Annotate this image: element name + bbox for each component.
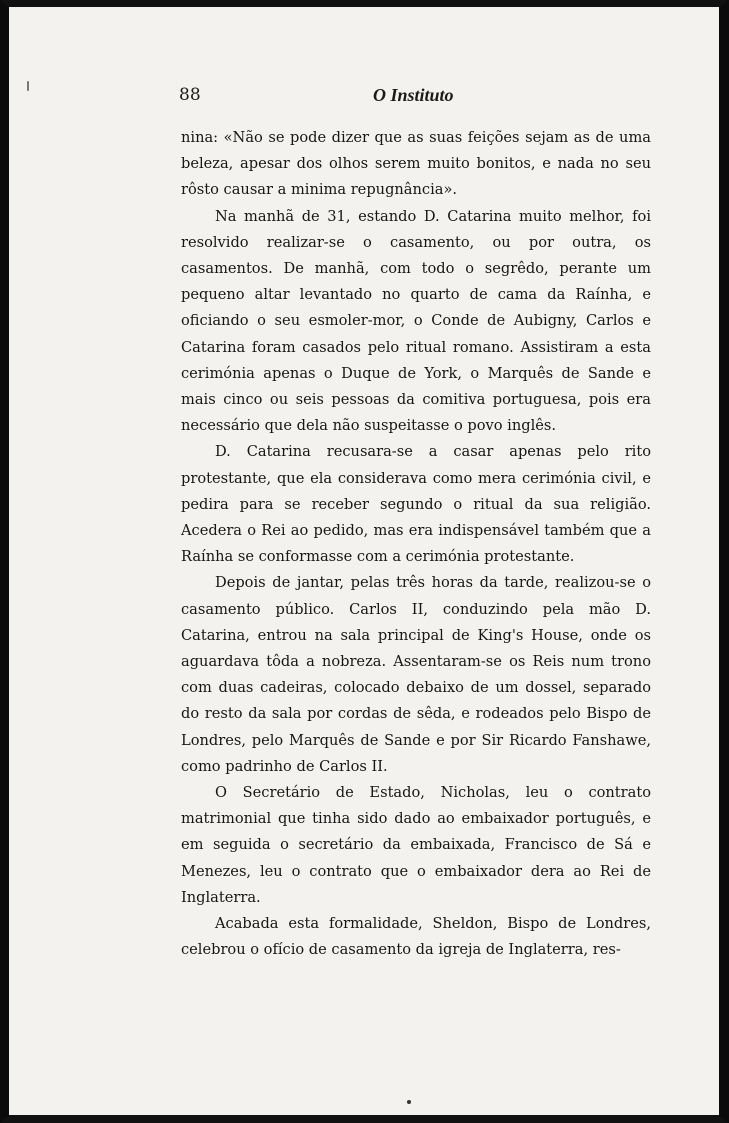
paragraph: Acabada esta formalidade, Sheldon, Bispo de Londres, celebrou o ofício de casamento da igreja de Inglaterra, res-: [181, 915, 651, 959]
paragraph: Depois de jantar, pelas três horas da tarde, realizou-se o casamento público. Carlos II, conduzindo pela mão D. Catarina, entrou na sala principal de King's House, onde os aguardava tôda a nobreza. Assentaram-se os Reis num trono com duas cadeiras, colocado debaixo de um dossel, separado do resto da sala por cordas de sêda, e rodeados pelo Bispo de Londres, pelo Marquês de Sande e por Sir Ricardo Fanshawe, como padrinho de Carlos II.: [181, 574, 651, 775]
running-title: O Instituto: [373, 85, 454, 105]
paragraph-continuation: nina: «Não se pode dizer que as suas feições sejam as de uma beleza, apesar dos olhos serem muito bonitos, e nada no seu rôsto causar a minima repugnância».: [181, 129, 651, 199]
body-text: [181, 125, 651, 964]
page-number: 88: [179, 85, 201, 105]
page-header: [173, 85, 653, 109]
paragraph: D. Catarina recusara-se a casar apenas pelo rito protestante, que ela considerava como mera cerimónia civil, e pedira para se receber segundo o ritual da sua religião. Acedera o Rei ao pedido, mas era indispensável também que a Raínha se conformasse com a cerimónia protestante.: [181, 443, 651, 566]
paragraph: O Secretário de Estado, Nicholas, leu o contrato matrimonial que tinha sido dado ao embaixador português, e em seguida o secretário da embaixada, Francisco de Sá e Menezes, leu o contrato que o embaixador dera ao Rei de Inglaterra.: [181, 784, 651, 906]
scan-speck: [27, 81, 29, 91]
paragraph: Na manhã de 31, estando D. Catarina muito melhor, foi resolvido realizar-se o casamento, ou por outra, os casamentos. De manhã, com todo o segrêdo, perante um pequeno altar levantado no quarto de cama da Raínha, e oficiando o seu esmoler-mor, o Conde de Aubigny, Carlos e Catarina foram casados pelo ritual romano. Assistiram a esta cerimónia apenas o Duque de York, o Marquês de Sande e mais cinco ou seis pessoas da comitiva portuguesa, pois era necessário que dela não suspeitasse o povo inglês.: [181, 207, 651, 435]
scan-speck: [407, 1100, 411, 1104]
